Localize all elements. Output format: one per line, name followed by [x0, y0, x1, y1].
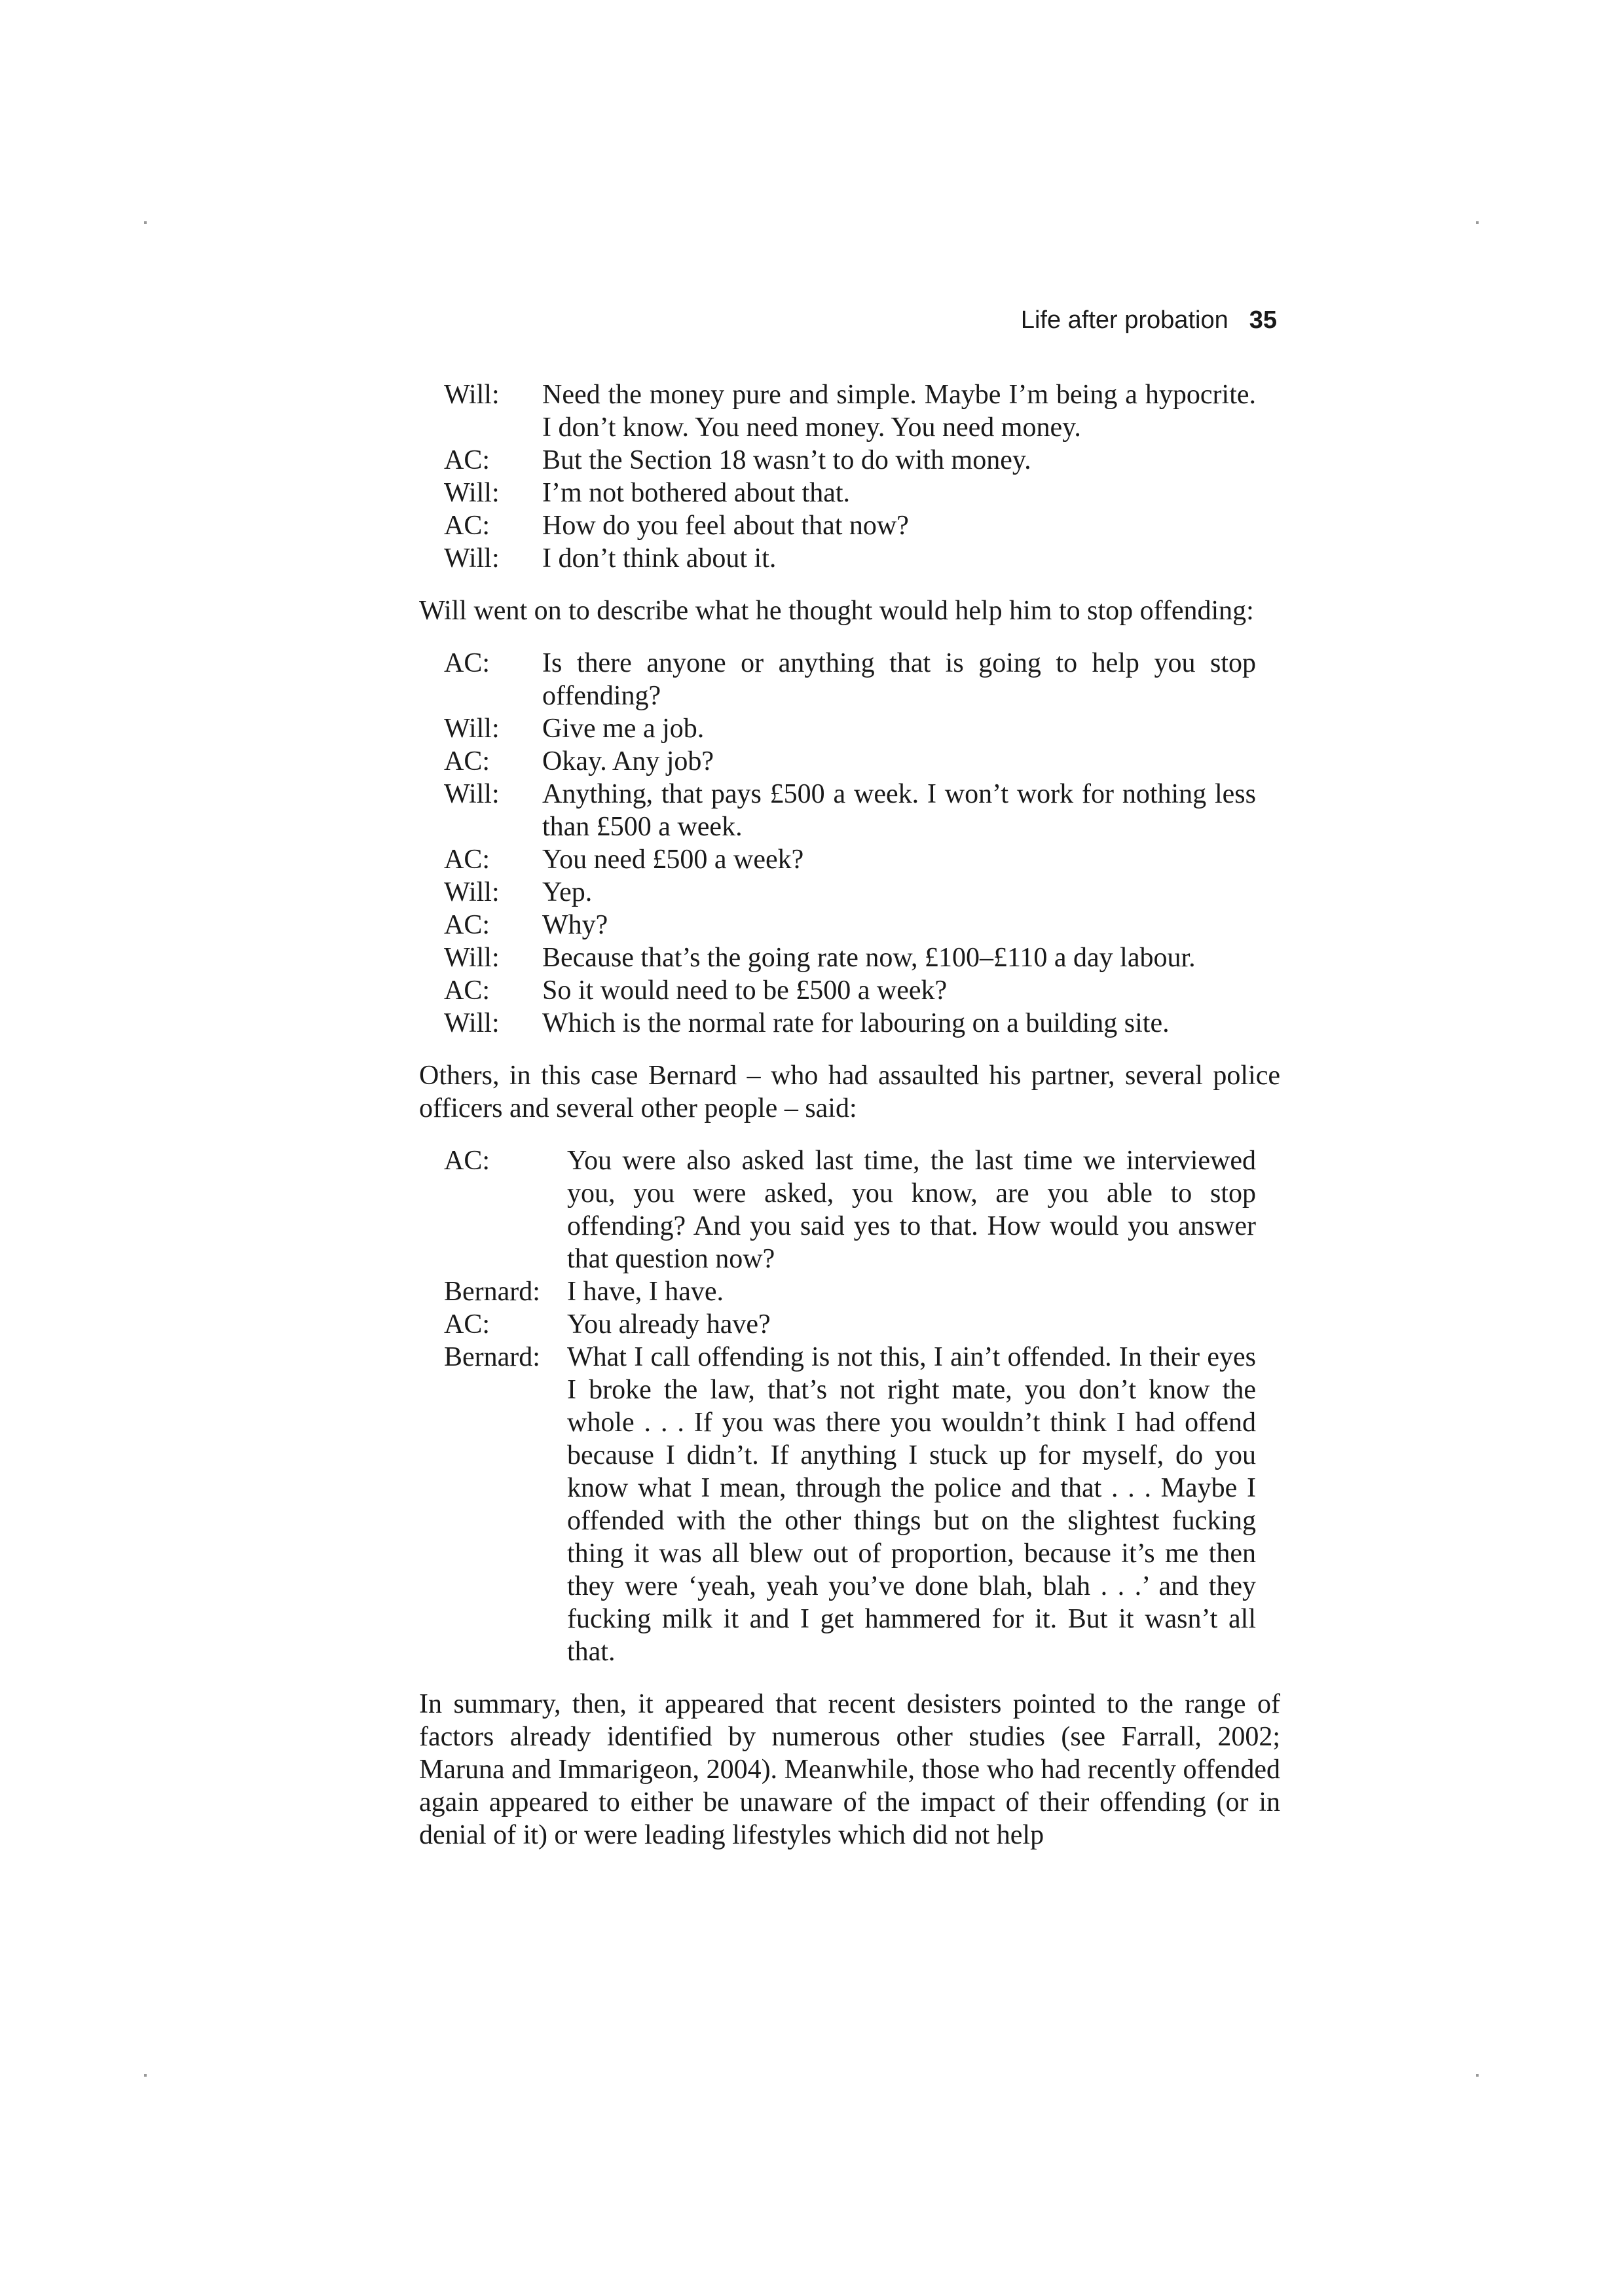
- dialogue-line: [444, 909, 1256, 941]
- utterance: Why?: [542, 910, 608, 940]
- dialogue-line: [444, 542, 1256, 575]
- speaker: Will:: [444, 714, 500, 744]
- utterance: Which is the normal rate for labouring on a building site.: [542, 1008, 1170, 1038]
- dialogue-line: [444, 1341, 1256, 1668]
- dialogue-line: [444, 843, 1256, 876]
- dialogue-line: [444, 974, 1256, 1007]
- utterance: So it would need to be £500 a week?: [542, 975, 948, 1006]
- paragraph-intro-will: Will went on to describe what he thought would help him to stop offending:: [419, 596, 1254, 626]
- crop-mark-bottom-left: [144, 2074, 147, 2077]
- speaker: Bernard:: [444, 1342, 540, 1372]
- dialogue-line: [444, 477, 1256, 509]
- utterance: Okay. Any job?: [542, 746, 714, 776]
- speaker: AC:: [444, 1309, 490, 1339]
- dialogue-line: [444, 509, 1256, 542]
- crop-mark-top-left: [144, 221, 147, 224]
- utterance: I’m not bothered about that.: [542, 478, 851, 508]
- dialogue-block-2: [444, 647, 1256, 1040]
- utterance: Is there anyone or anything that is going to help you stop offending?: [542, 648, 1256, 711]
- utterance: You were also asked last time, the last time we interviewed you, you were asked, you know, are you able to stop offending? And you said yes to that. How would you answer that question now?: [567, 1146, 1256, 1274]
- page-body: [419, 378, 1280, 1851]
- dialogue-line: [444, 1007, 1256, 1040]
- speaker: AC:: [444, 910, 490, 940]
- speaker: Will:: [444, 877, 500, 907]
- speaker: AC:: [444, 511, 490, 541]
- utterance: Anything, that pays £500 a week. I won’t work for nothing less than £500 a week.: [542, 779, 1256, 842]
- speaker: AC:: [444, 1146, 490, 1176]
- paragraph-summary: In summary, then, it appeared that recent desisters pointed to the range of factors already identified by numerous other studies (see Farrall, 2002; Maruna and Immarigeon, 2004). Meanwhile, those who had recently offended again appeared to either be unaware of the impact of their offending (or in denial of it) or were leading lifestyles which did not help: [419, 1689, 1280, 1850]
- speaker: Will:: [444, 1008, 500, 1038]
- speaker: Will:: [444, 779, 500, 809]
- speaker: AC:: [444, 648, 490, 678]
- speaker: AC:: [444, 975, 490, 1006]
- speaker: Will:: [444, 543, 500, 574]
- dialogue-line: [444, 378, 1256, 444]
- utterance: I have, I have.: [567, 1277, 724, 1307]
- utterance: But the Section 18 wasn’t to do with money.: [542, 445, 1031, 475]
- crop-mark-top-right: [1476, 221, 1479, 224]
- utterance: You need £500 a week?: [542, 845, 804, 875]
- dialogue-line: [444, 1275, 1256, 1308]
- dialogue-block-1: [444, 378, 1256, 575]
- speaker: Will:: [444, 478, 500, 508]
- dialogue-line: [444, 712, 1256, 745]
- dialogue-line: [444, 941, 1256, 974]
- running-title: Life after probation: [1020, 306, 1228, 334]
- dialogue-line: [444, 444, 1256, 477]
- speaker: AC:: [444, 845, 490, 875]
- dialogue-line: [444, 1308, 1256, 1341]
- dialogue-line: [444, 876, 1256, 909]
- utterance: You already have?: [567, 1309, 771, 1339]
- utterance: Yep.: [542, 877, 593, 907]
- utterance: Need the money pure and simple. Maybe I’m being a hypocrite. I don’t know. You need money. You need money.: [542, 380, 1256, 443]
- paragraph-intro-bernard: Others, in this case Bernard – who had assaulted his partner, several police officers and several other people – said:: [419, 1061, 1280, 1123]
- dialogue-block-3: [444, 1144, 1256, 1668]
- speaker: Bernard:: [444, 1277, 540, 1307]
- speaker: AC:: [444, 746, 490, 776]
- dialogue-line: [444, 647, 1256, 712]
- running-header: [413, 308, 1277, 333]
- dialogue-line: [444, 778, 1256, 843]
- utterance: Because that’s the going rate now, £100–£110 a day labour.: [542, 943, 1196, 973]
- dialogue-line: [444, 1144, 1256, 1275]
- dialogue-line: [444, 745, 1256, 778]
- utterance: What I call offending is not this, I ain’t offended. In their eyes I broke the law, that’s not right mate, you don’t know the whole . . . If you was there you wouldn’t think I had offend because I didn’t. If anything I stuck up for myself, do you know what I mean, through the police and that . . . Maybe I offended with the other things but on the slightest fucking thing it was all blew out of proportion, because it’s me then they were ‘yeah, yeah you’ve done blah, blah . . .’ and they fucking milk it and I get hammered for it. But it wasn’t all that.: [567, 1342, 1256, 1667]
- speaker: Will:: [444, 943, 500, 973]
- speaker: Will:: [444, 380, 500, 410]
- utterance: I don’t think about it.: [542, 543, 777, 574]
- utterance: Give me a job.: [542, 714, 705, 744]
- crop-mark-bottom-right: [1476, 2074, 1479, 2077]
- page-number: 35: [1249, 306, 1277, 334]
- speaker: AC:: [444, 445, 490, 475]
- utterance: How do you feel about that now?: [542, 511, 909, 541]
